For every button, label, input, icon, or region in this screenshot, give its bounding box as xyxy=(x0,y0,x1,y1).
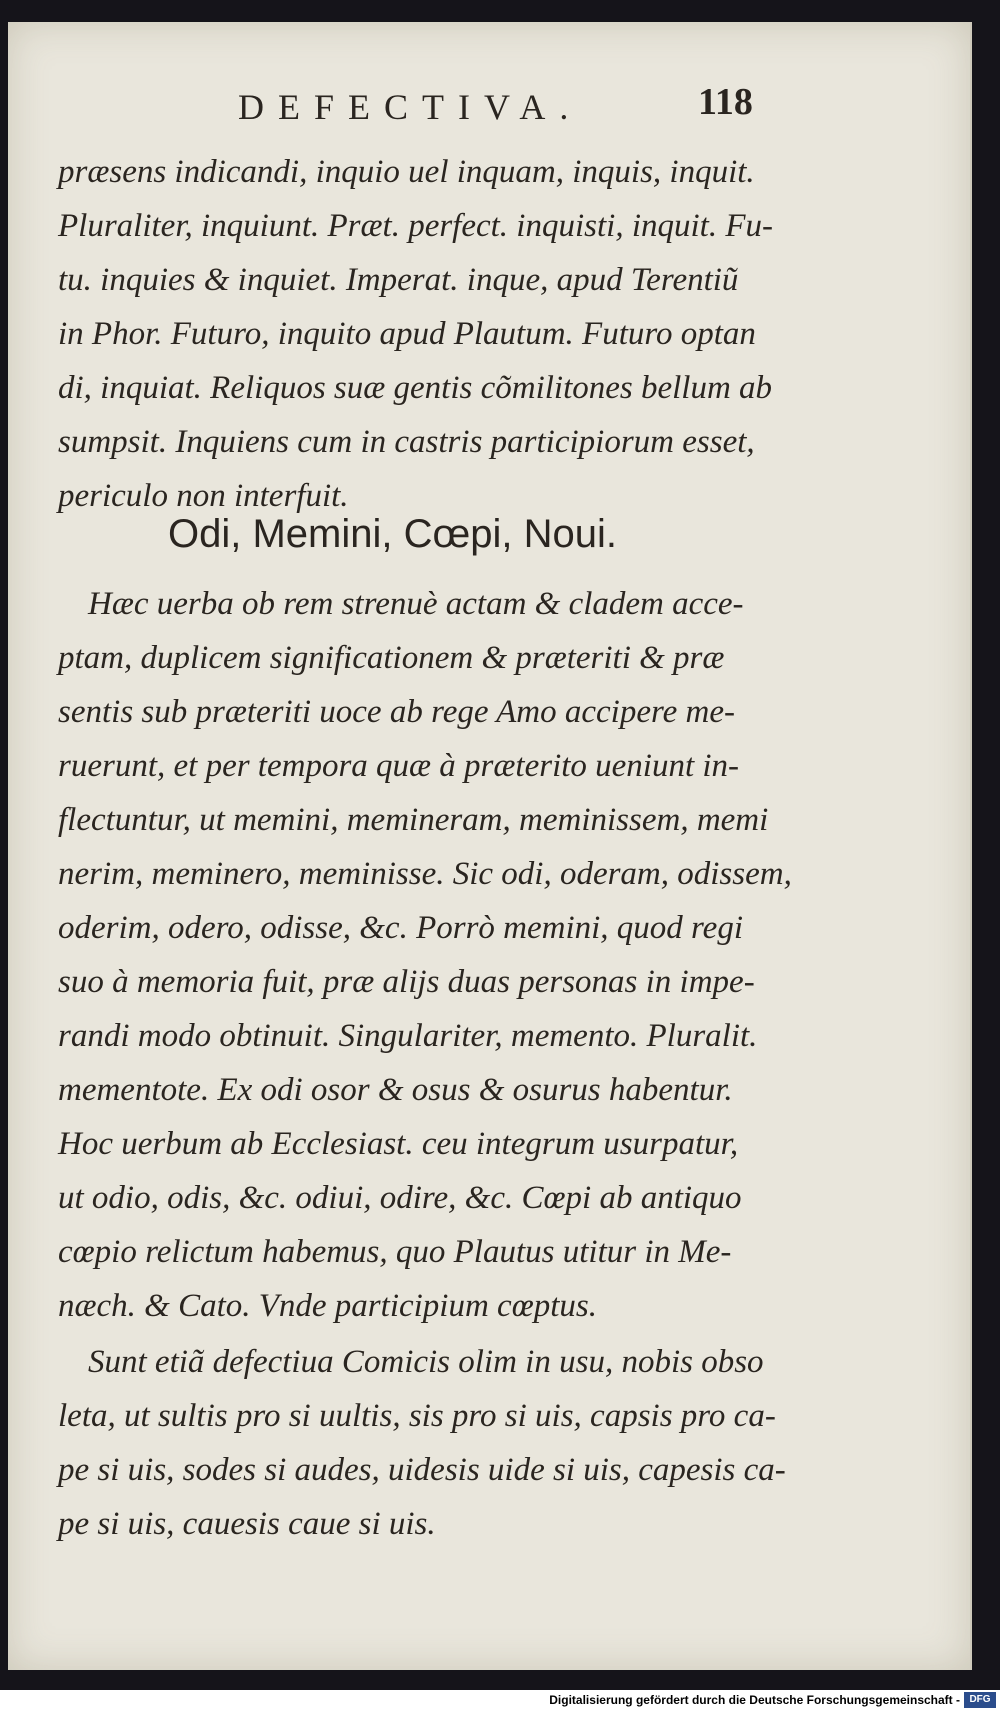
text-line: Pluraliter, inquiunt. Præt. perfect. inquisti, inquit. Fu- xyxy=(58,208,773,244)
text-line: ruerunt, et per tempora quæ à præterito ueniunt in- xyxy=(58,748,740,784)
section-heading: Odi, Memini, Cœpi, Noui. xyxy=(168,512,617,556)
text-line: cœpio relictum habemus, quo Plautus utitur in Me- xyxy=(58,1234,732,1270)
text-line: Hoc uerbum ab Ecclesiast. ceu integrum usurpatur, xyxy=(58,1126,739,1162)
text-line: flectuntur, ut memini, memineram, meminissem, memi xyxy=(58,802,769,838)
text-line: periculo non interfuit. xyxy=(58,478,349,514)
text-line: suo à memoria fuit, præ alijs duas personas in impe- xyxy=(58,964,755,1000)
text-line: ptam, duplicem significationem & præteriti & præ xyxy=(58,640,725,676)
text-line: næch. & Cato. Vnde participium cœptus. xyxy=(58,1288,597,1324)
text-line: di, inquiat. Reliquos suæ gentis cõmilitones bellum ab xyxy=(58,370,773,406)
paragraph-first-line: Hæc uerba ob rem strenuè actam & cladem acce- xyxy=(88,586,744,622)
text-line: in Phor. Futuro, inquito apud Plautum. Futuro optan xyxy=(58,316,756,352)
text-line: oderim, odero, odisse, &c. Porrò memini, quod regi xyxy=(58,910,743,946)
paragraph-first-line: Sunt etiã defectiua Comicis olim in usu, nobis obso xyxy=(88,1344,764,1380)
text-line: sumpsit. Inquiens cum in castris participiorum esset, xyxy=(58,424,755,460)
page-number: 118 xyxy=(698,81,753,123)
text-line: pe si uis, cauesis caue si uis. xyxy=(58,1506,436,1542)
text-line: sentis sub præteriti uoce ab rege Amo accipere me- xyxy=(58,694,735,730)
text-line: leta, ut sultis pro si uultis, sis pro si uis, capsis pro ca- xyxy=(58,1398,776,1434)
text-line: præsens indicandi, inquio uel inquam, inquis, inquit. xyxy=(58,154,755,190)
dfg-logo-icon: DFG xyxy=(964,1692,996,1708)
text-line: pe si uis, sodes si audes, uidesis uide si uis, capesis ca- xyxy=(58,1452,786,1488)
text-line: ut odio, odis, &c. odiui, odire, &c. Cœpi ab antiquo xyxy=(58,1180,742,1216)
digitization-credit: Digitalisierung gefördert durch die Deutsche Forschungsgemeinschaft - xyxy=(549,1693,960,1707)
running-head: DEFECTIVA. xyxy=(238,87,583,127)
text-line: mementote. Ex odi osor & osus & osurus habentur. xyxy=(58,1072,733,1108)
book-page xyxy=(8,22,972,1670)
text-line: randi modo obtinuit. Singulariter, memento. Pluralit. xyxy=(58,1018,758,1054)
text-line: nerim, meminero, meminisse. Sic odi, oderam, odissem, xyxy=(58,856,792,892)
text-line: tu. inquies & inquiet. Imperat. inque, apud Terentiũ xyxy=(58,262,739,298)
